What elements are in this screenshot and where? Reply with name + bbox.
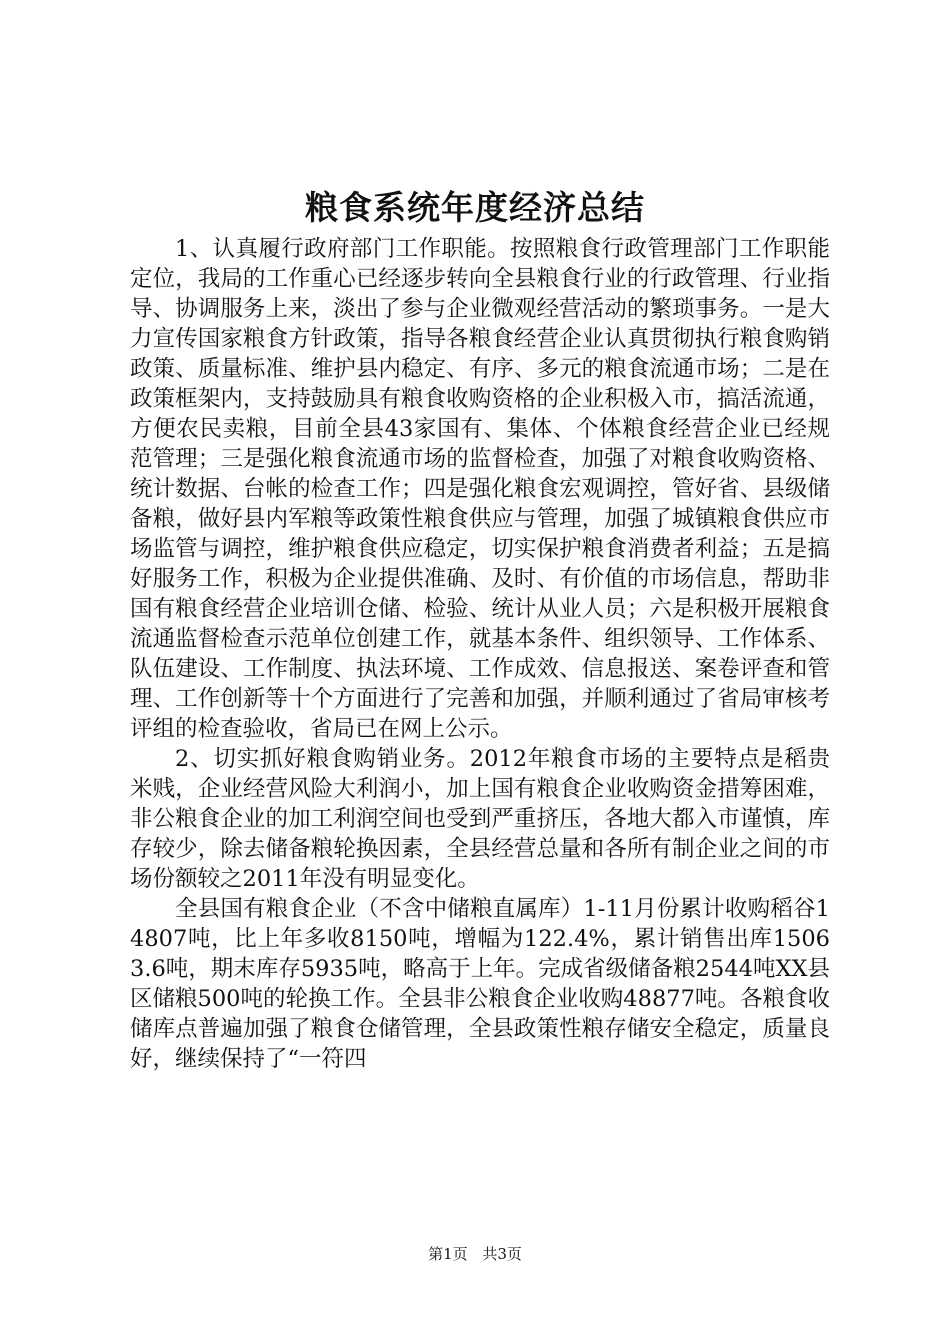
page-number: 第1页	[428, 1245, 468, 1263]
paragraph-1: 1、认真履行政府部门工作职能。按照粮食行政管理部门工作职能定位，我局的工作重心已经逐步转向全县粮食行业的行政管理、行业指导、协调服务上来，淡出了参与企业微观经营活动的繁琐事务。一是大力宣传国家粮食方针政策，指导各粮食经营企业认真贯彻执行粮食购销政策、质量标准、维护县内稳定、有序、多元的粮食流通市场；二是在政策框架内，支持鼓励具有粮食收购资格的企业积极入市，搞活流通，方便农民卖粮，目前全县43家国有、集体、个体粮食经营企业已经规范管理；三是强化粮食流通市场的监督检查，加强了对粮食收购资格、统计数据、台帐的检查工作；四是强化粮食宏观调控，管好省、县级储备粮，做好县内军粮等政策性粮食供应与管理，加强了城镇粮食供应市场监管与调控，维护粮食供应稳定，切实保护粮食消费者利益；五是搞好服务工作，积极为企业提供准确、及时、有价值的市场信息，帮助非国有粮食经营企业培训仓储、检验、统计从业人员；六是积极开展粮食流通监督检查示范单位创建工作，就基本条件、组织领导、工作体系、队伍建设、工作制度、执法环境、工作成效、信息报送、案卷评查和管理、工作创新等十个方面进行了完善和加强，并顺利通过了省局审核考评组的检查验收，省局已在网上公示。	[130, 236, 830, 742]
paragraph-2: 2、切实抓好粮食购销业务。2012年粮食市场的主要特点是稻贵米贱，企业经营风险大利润小，加上国有粮食企业收购资金措筹困难，非公粮食企业的加工利润空间也受到严重挤压，各地大都入市谨慎，库存较少，除去储备粮轮换因素，全县经营总量和各所有制企业之间的市场份额较之2011年没有明显变化。	[130, 746, 830, 892]
document-title: 粮食系统年度经济总结	[305, 188, 645, 227]
document-body	[130, 234, 830, 1074]
page-total: 共3页	[482, 1245, 522, 1263]
page-footer	[0, 1244, 950, 1264]
paragraph-3: 全县国有粮食企业（不含中储粮直属库）1-11月份累计收购稻谷14807吨，比上年多收8150吨，增幅为122.4%，累计销售出库15063.6吨，期末库存5935吨，略高于上年。完成省级储备粮2544吨XX县区储粮500吨的轮换工作。全县非公粮食企业收购48877吨。各粮食收储库点普遍加强了粮食仓储管理，全县政策性粮存储安全稳定，质量良好，继续保持了“一符四	[130, 896, 830, 1072]
